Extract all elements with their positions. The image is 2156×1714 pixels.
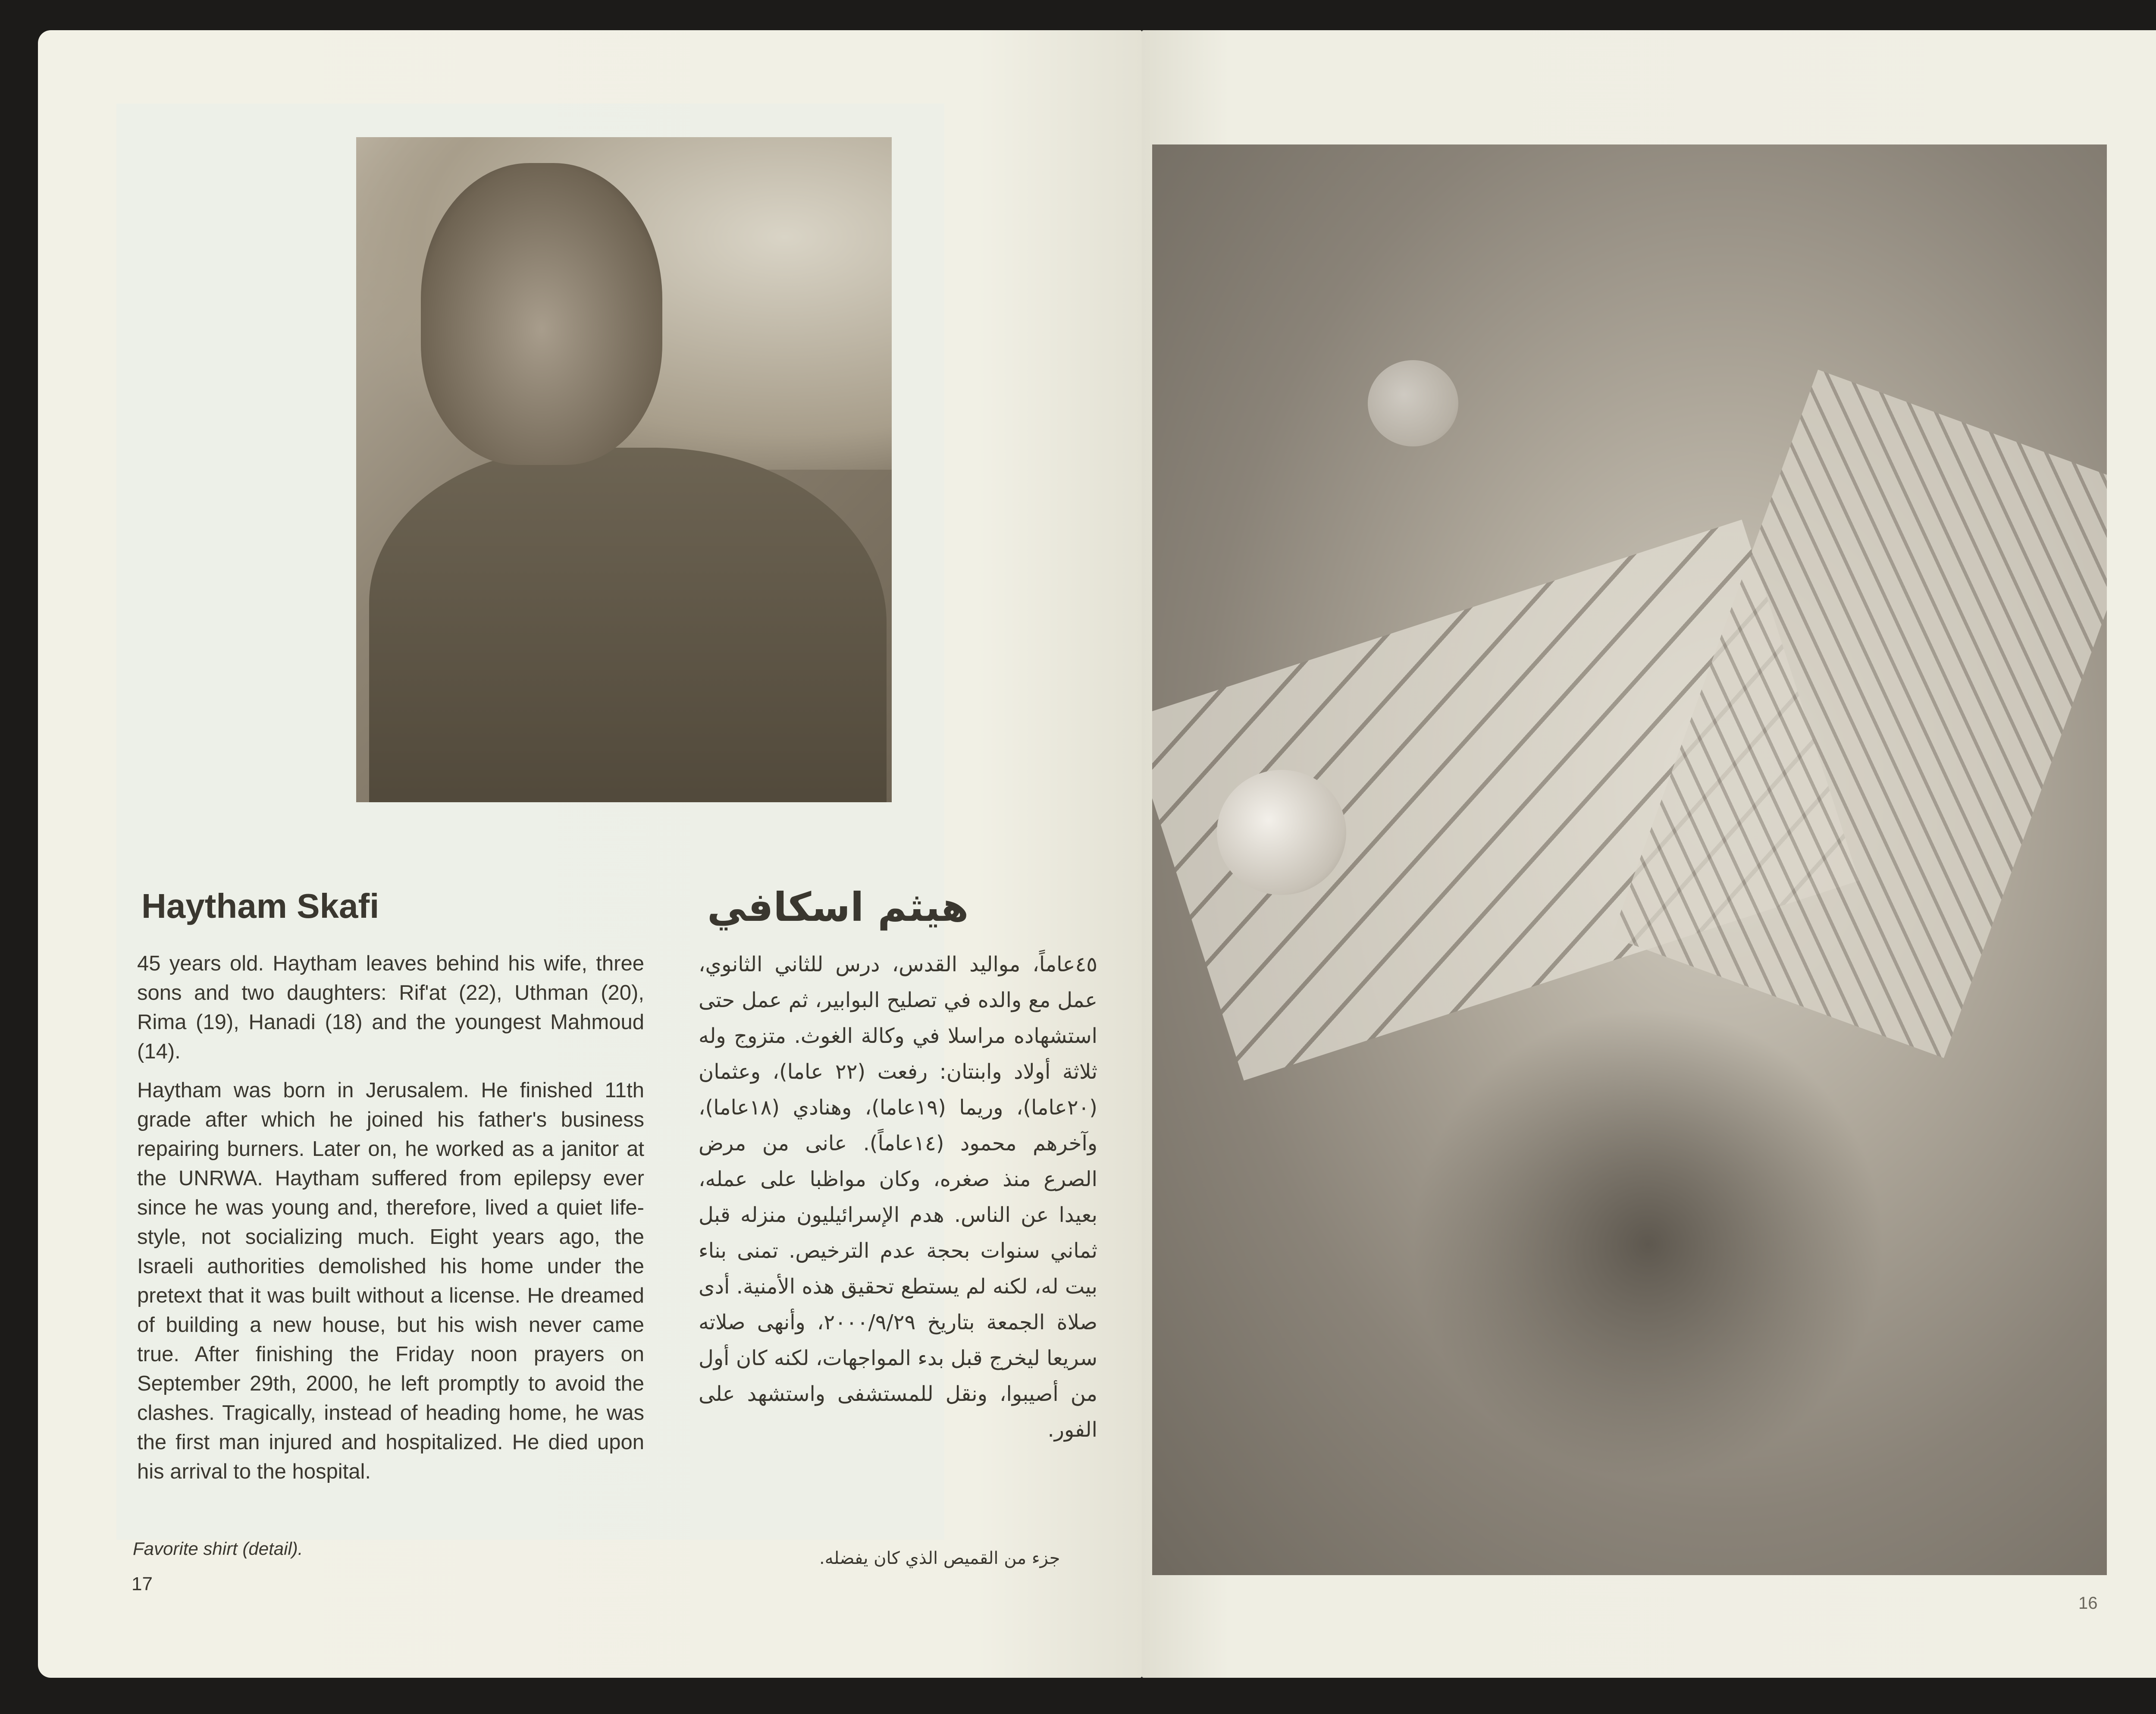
page-number-right: 16 bbox=[2078, 1594, 2098, 1613]
arabic-caption: جزء من القميص الذي كان يفضله. bbox=[819, 1548, 1060, 1568]
portrait-photo bbox=[356, 137, 892, 802]
arabic-title: هيثم اسكافي bbox=[707, 884, 969, 930]
english-paragraph-1: 45 years old. Haytham leaves behind his wife, three sons and two daughters: Rif'at (22), Uthman (20), Rima (19), Hanadi (18) and the youngest Mahmoud (14). bbox=[137, 952, 644, 1063]
page-number-left: 17 bbox=[132, 1573, 153, 1595]
english-title: Haytham Skafi bbox=[141, 887, 379, 925]
shirt-button-bottom bbox=[1217, 770, 1346, 895]
shirt-photo bbox=[1152, 144, 2107, 1575]
english-caption: Favorite shirt (detail). bbox=[133, 1538, 303, 1559]
english-biography bbox=[137, 949, 644, 1496]
arabic-biography: ٤٥عاماً، مواليد القدس، درس للثاني الثانوي، عمل مع والده في تصليح البوابير، ثم عمل حتى استشهاده مراسلا في وكالة الغوث. متزوج وله ثلاثة أولاد وابنتان: رفعت (٢٢ عاما)، وعثمان (٢٠عاما)، وريما (١٩عاما)، وهنادي (١٨عاما)، وآخرهم محمود (١٤عاماً). عانى من مرض الصرع منذ صغره، وكان مواظبا على عمله، بعيدا عن الناس. هدم الإسرائيليون منزله قبل ثماني سنوات بحجة عدم الترخيص. تمنى بناء بيت له، لكنه لم يستطع تحقيق هذه الأمنية. أدى صلاة الجمعة بتاريخ ٢٠٠٠/٩/٢٩، وأنهى صلاته سريعا ليخرج قبل بدء المواجهات، لكنه كان أول من أصيبوا، ونقل للمستشفى واستشهد على الفور. bbox=[699, 952, 1098, 1442]
shirt-button-top bbox=[1368, 360, 1458, 446]
english-paragraph-2: Haytham was born in Jerusalem. He finished 11th grade after which he joined his father's business repairing burners. Later on, he worked as a janitor at the UNRWA. Haytham suffered from epilepsy ever since he was young and, therefore, lived a quiet life-style, not socializing much. Eight years ago, the Israeli authorities demolished his home under the pretext that it was built without a license. He dreamed of building a new house, but his wish never came true. After finishing the Friday noon prayers on September 29th, 2000, he left promptly to avoid the clashes. Tragically, instead of heading home, he was the first man injured and hospitalized. He died upon his arrival to the hospital. bbox=[137, 1079, 644, 1483]
